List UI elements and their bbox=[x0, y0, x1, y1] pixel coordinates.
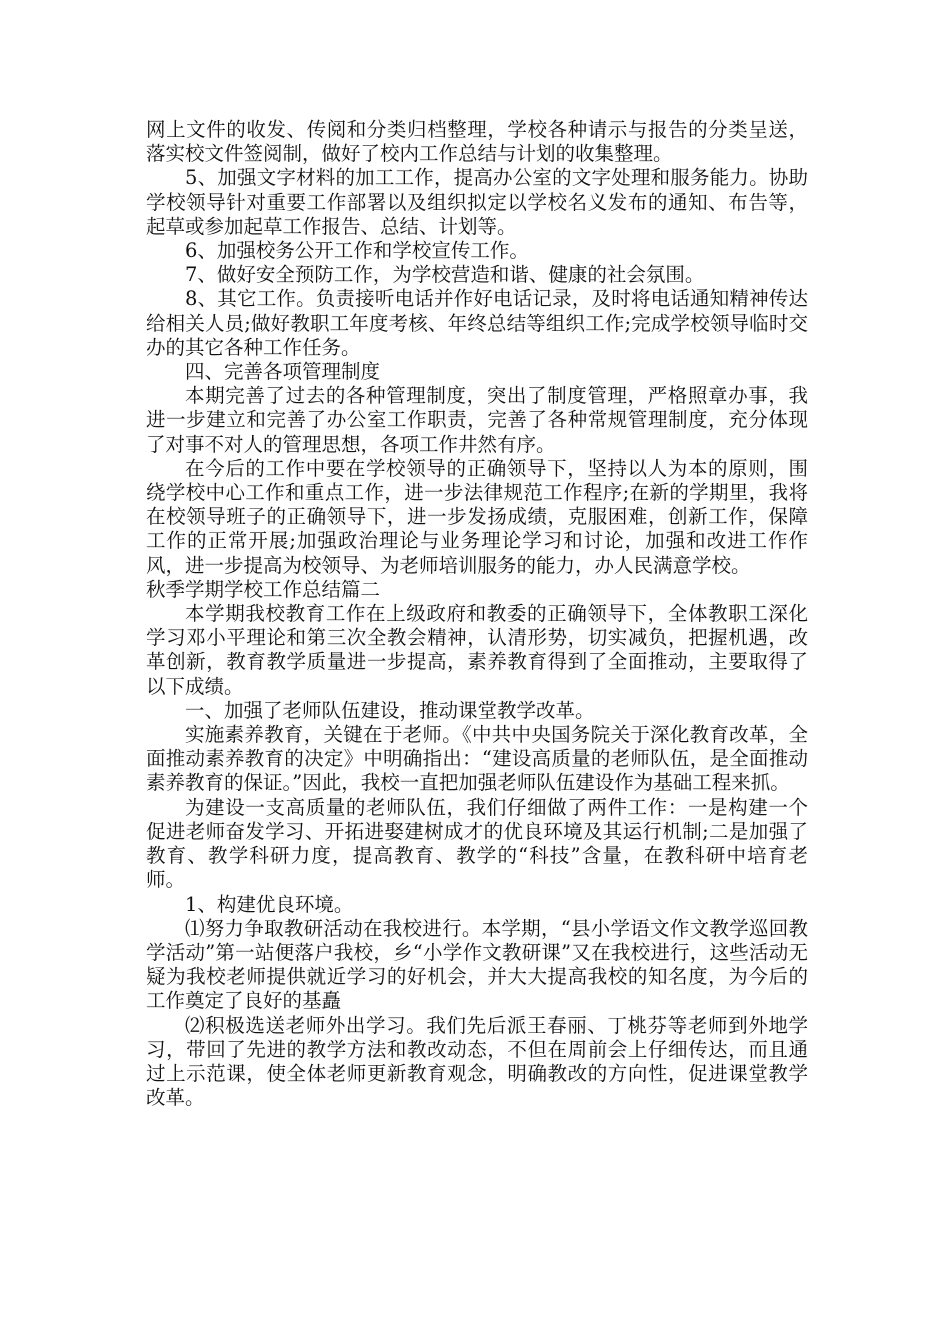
paragraph-7: 本期完善了过去的各种管理制度，突出了制度管理，严格照章办事，我进一步建立和完善了办公室工作职责，完善了各种常规管理制度，充分体现了对事不对人的管理思想，各项工作井然有序。 bbox=[146, 384, 808, 456]
paragraph-15: ⑴努力争取教研活动在我校进行。本学期，“县小学语文作文教学巡回教学活动”第一站便落户我校，乡“小学作文教研课”又在我校进行，这些活动无疑为我校老师提供就近学习的好机会，并大大提高我校的知名度，为今后的工作奠定了良好的基矗 bbox=[146, 916, 808, 1013]
section-heading-4: 四、完善各项管理制度 bbox=[185, 360, 381, 384]
paragraph-2: 5、加强文字材料的加工工作，提高办公室的文字处理和服务能力。协助学校领导针对重要工作部署以及组织拟定以学校名义发布的通知、布告等，起草或参加起草工作报告、总结、计划等。 bbox=[146, 166, 808, 238]
paragraph-13: 为建设一支高质量的老师队伍，我们仔细做了两件工作：一是构建一个促进老师奋发学习、开拓进娶建树成才的优良环境及其运行机制;二是加强了教育、教学科研力度，提高教育、教学的“科技”含量，在教科研中培育老师。 bbox=[146, 795, 808, 892]
paragraph-10: 本学期我校教育工作在上级政府和教委的正确领导下，全体教职工深化学习邓小平理论和第三次全教会精神，认清形势，切实减负，把握机遇，改革创新，教育教学质量进一步提高，素养教育得到了全面推动，主要取得了以下成绩。 bbox=[146, 602, 808, 698]
paragraph-12: 实施素养教育，关键在于老师。《中共中央国务院关于深化教育改革，全面推动素养教育的决定》中明确指出：“建设高质量的老师队伍，是全面推动素养教育的保证。”因此，我校一直把加强老师队伍建设作为基础工程来抓。 bbox=[146, 723, 808, 795]
paragraph-8: 在今后的工作中要在学校领导的正确领导下，坚持以人为本的原则，围绕学校中心工作和重点工作，进一步法律规范工作程序;在新的学期里，我将在校领导班子的正确领导下，进一步发扬成绩，克服困难，创新工作，保障工作的正常开展;加强政治理论与业务理论学习和讨论，加强和改进工作作风，进一步提高为校领导、为老师培训服务的能力，办人民满意学校。 bbox=[146, 456, 808, 577]
subsection-heading-1: 1、构建优良环境。 bbox=[185, 892, 354, 916]
section-heading-1: 一、加强了老师队伍建设，推动课堂教学改革。 bbox=[185, 698, 595, 722]
paragraph-4: 7、做好安全预防工作，为学校营造和谐、健康的社会氛围。 bbox=[185, 263, 705, 287]
paragraph-1: 网上文件的收发、传阅和分类归档整理，学校各种请示与报告的分类呈送，落实校文件签阅制，做好了校内工作总结与计划的收集整理。 bbox=[146, 118, 808, 166]
document-body bbox=[146, 118, 808, 1110]
paragraph-3: 6、加强校务公开工作和学校宣传工作。 bbox=[185, 239, 529, 263]
article-title: 秋季学期学校工作总结篇二 bbox=[146, 577, 381, 601]
paragraph-16: ⑵积极选送老师外出学习。我们先后派王春丽、丁桃芬等老师到外地学习，带回了先进的教学方法和教改动态，不但在周前会上仔细传达，而且通过上示范课，使全体老师更新教育观念，明确教改的方向性，促进课堂教学改革。 bbox=[146, 1013, 808, 1110]
paragraph-5: 8、其它工作。负责接听电话并作好电话记录，及时将电话通知精神传达给相关人员;做好教职工年度考核、年终总结等组织工作;完成学校领导临时交办的其它各种工作任务。 bbox=[146, 287, 808, 359]
